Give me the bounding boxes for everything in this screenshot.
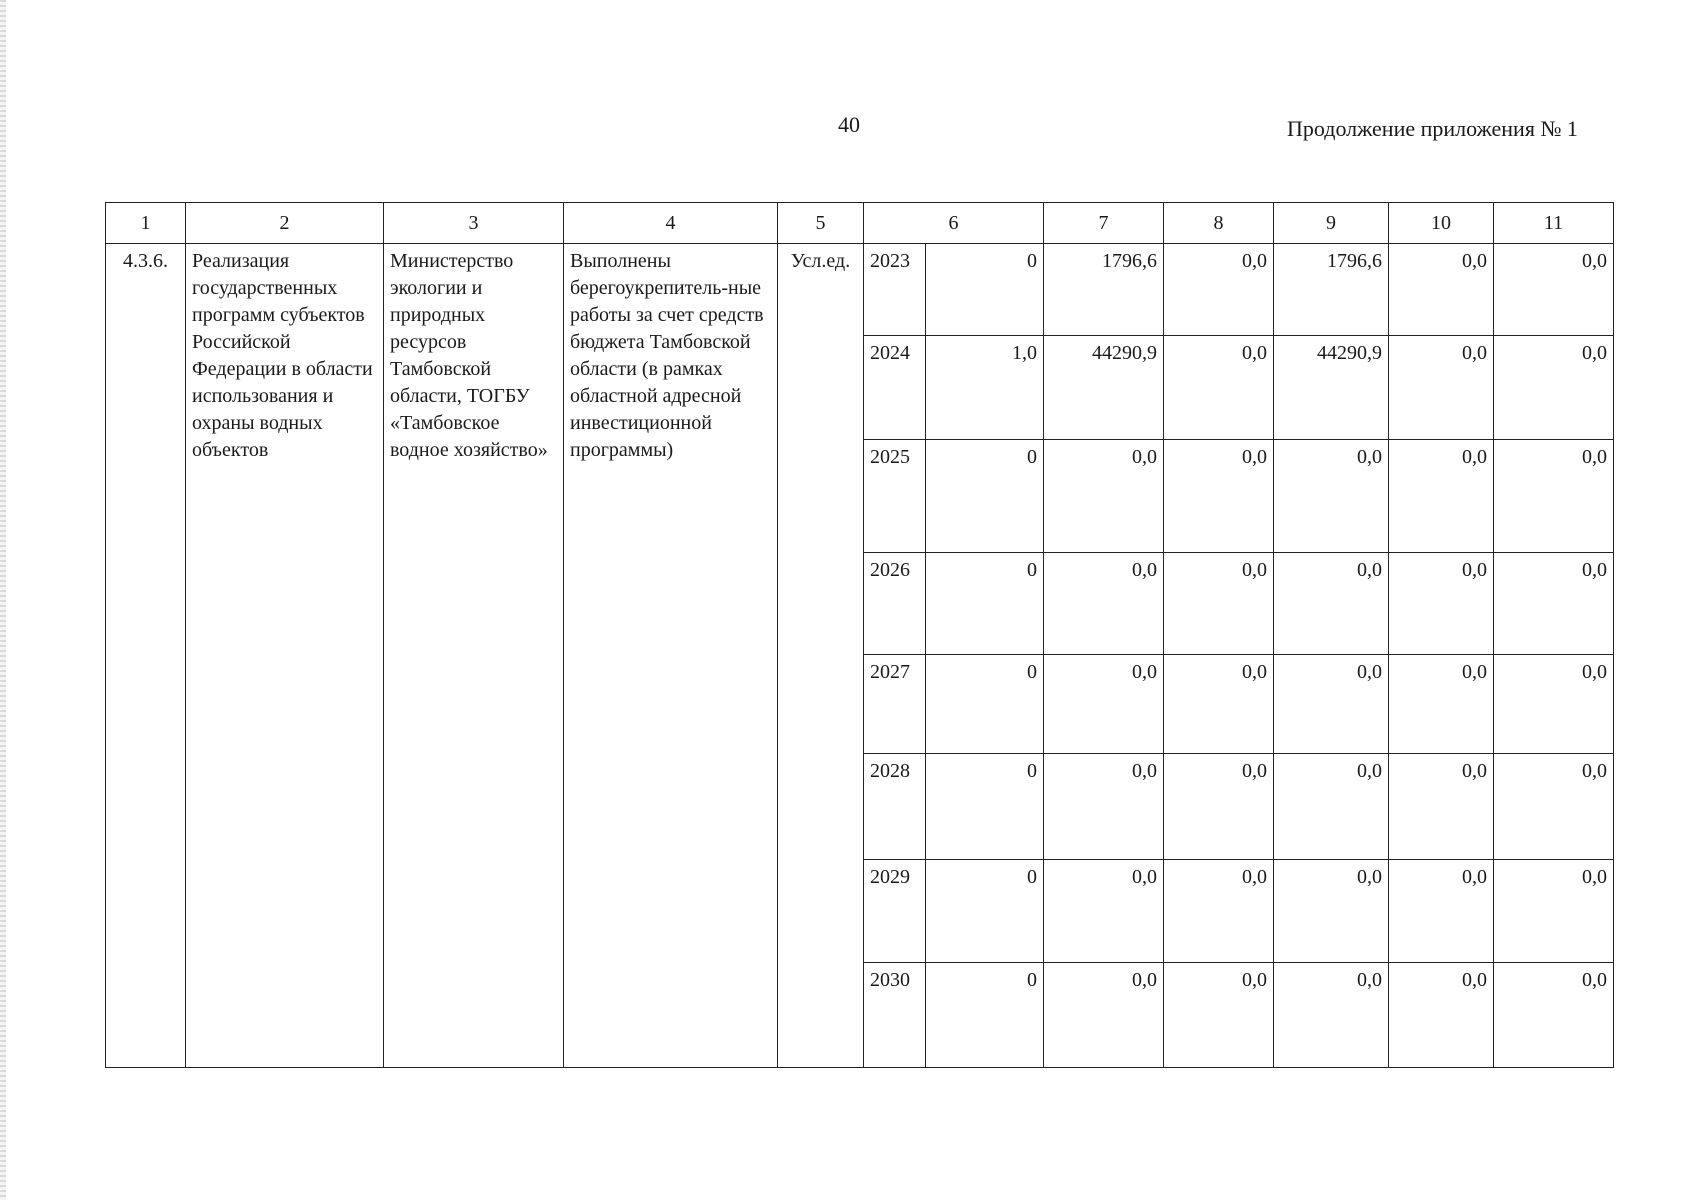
header-cell-6: 6 [864,203,1044,244]
row-id: 4.3.6. [106,244,186,1068]
col10-value: 0,0 [1389,859,1494,963]
col9-value: 0,0 [1274,753,1389,859]
col6-value: 0 [926,439,1044,553]
col8-value: 0,0 [1164,439,1274,553]
year-cell: 2026 [864,553,926,655]
header-cell-7: 7 [1044,203,1164,244]
col6-value: 0 [926,244,1044,336]
col8-value: 0,0 [1164,963,1274,1068]
header-cell-10: 10 [1389,203,1494,244]
table-row [106,244,1614,336]
col9-value: 44290,9 [1274,335,1389,439]
col7-value: 0,0 [1044,553,1164,655]
col9-value: 0,0 [1274,859,1389,963]
col11-value: 0,0 [1494,963,1614,1068]
year-cell: 2029 [864,859,926,963]
header-cell-3: 3 [384,203,564,244]
result-description: Выполнены берегоукрепитель-ные работы за счет средств бюджета Тамбовской области (в рамках областной адресной инвестиционной программы) [564,244,778,1068]
page-number: 40 [838,112,860,137]
unit: Усл.ед. [778,244,864,1068]
col10-value: 0,0 [1389,439,1494,553]
year-cell: 2024 [864,335,926,439]
scan-edge [0,0,6,1200]
col7-value: 0,0 [1044,859,1164,963]
col11-value: 0,0 [1494,655,1614,754]
col6-value: 1,0 [926,335,1044,439]
col11-value: 0,0 [1494,553,1614,655]
year-cell: 2027 [864,655,926,754]
col6-value: 0 [926,859,1044,963]
col8-value: 0,0 [1164,244,1274,336]
col8-value: 0,0 [1164,859,1274,963]
col10-value: 0,0 [1389,655,1494,754]
header-cell-8: 8 [1164,203,1274,244]
col7-value: 44290,9 [1044,335,1164,439]
appendix-note: Продолжение приложения № 1 [1287,116,1578,141]
col9-value: 0,0 [1274,655,1389,754]
col11-value: 0,0 [1494,244,1614,336]
header-cell-4: 4 [564,203,778,244]
year-cell: 2023 [864,244,926,336]
col9-value: 0,0 [1274,439,1389,553]
col6-value: 0 [926,553,1044,655]
col6-value: 0 [926,963,1044,1068]
header-cell-9: 9 [1274,203,1389,244]
col8-value: 0,0 [1164,335,1274,439]
header-cell-1: 1 [106,203,186,244]
header-cell-5: 5 [778,203,864,244]
year-cell: 2030 [864,963,926,1068]
col8-value: 0,0 [1164,553,1274,655]
col11-value: 0,0 [1494,439,1614,553]
year-cell: 2025 [864,439,926,553]
executor: Министерство экологии и природных ресурсов Тамбовской области, ТОГБУ «Тамбовское водное хозяйство» [384,244,564,1068]
col7-value: 0,0 [1044,655,1164,754]
col9-value: 0,0 [1274,963,1389,1068]
header-cell-2: 2 [186,203,384,244]
col11-value: 0,0 [1494,335,1614,439]
year-cell: 2028 [864,753,926,859]
header-row [106,203,1614,244]
col8-value: 0,0 [1164,655,1274,754]
col7-value: 0,0 [1044,963,1164,1068]
col7-value: 0,0 [1044,753,1164,859]
col7-value: 1796,6 [1044,244,1164,336]
col6-value: 0 [926,655,1044,754]
program-name: Реализация государственных программ субъектов Российской Федерации в области использования и охраны водных объектов [186,244,384,1068]
col10-value: 0,0 [1389,335,1494,439]
col9-value: 0,0 [1274,553,1389,655]
col6-value: 0 [926,753,1044,859]
col7-value: 0,0 [1044,439,1164,553]
col11-value: 0,0 [1494,859,1614,963]
col10-value: 0,0 [1389,963,1494,1068]
col11-value: 0,0 [1494,753,1614,859]
col10-value: 0,0 [1389,244,1494,336]
col10-value: 0,0 [1389,553,1494,655]
header-cell-11: 11 [1494,203,1614,244]
program-table [105,202,1614,1068]
col10-value: 0,0 [1389,753,1494,859]
col8-value: 0,0 [1164,753,1274,859]
col9-value: 1796,6 [1274,244,1389,336]
